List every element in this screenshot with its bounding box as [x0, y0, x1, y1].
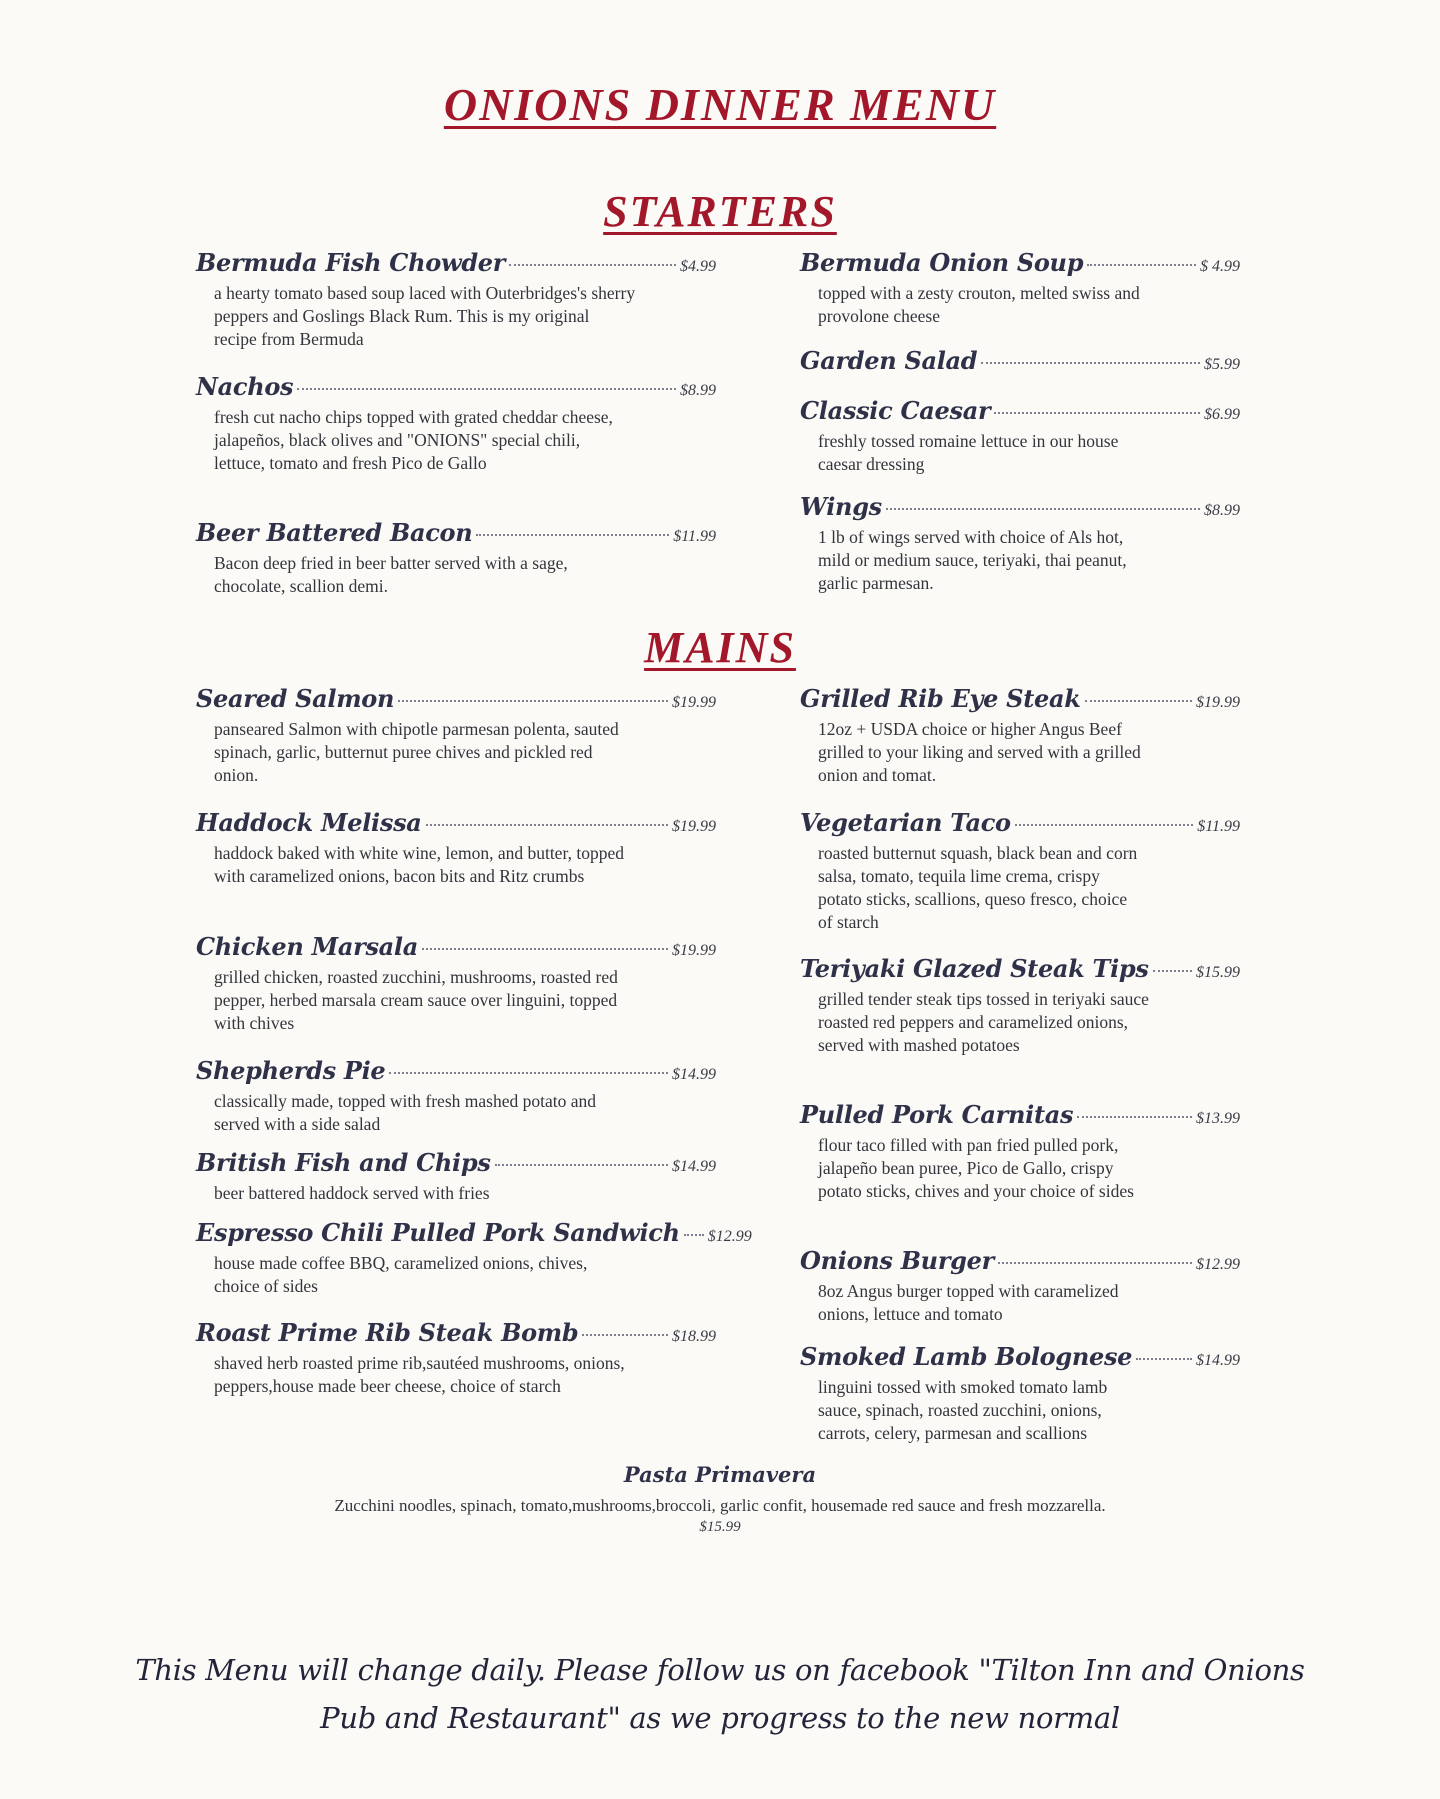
item-description: fresh cut nacho chips topped with grated cheddar cheese, jalapeños, black olives and "ONIONS" special chili, lettuce, tomato and fresh Pico de Gallo — [214, 407, 613, 473]
menu-item — [196, 372, 716, 475]
item-name: Garden Salad — [800, 346, 978, 375]
leader-dots — [509, 264, 676, 266]
menu-title: ONIONS DINNER MENU — [443, 79, 997, 130]
leader-dots — [398, 700, 668, 702]
item-price: $5.99 — [1204, 356, 1240, 373]
leader-dots — [297, 388, 676, 390]
item-description: shaved herb roasted prime rib,sautéed mushrooms, onions, peppers,house made beer cheese, choice of starch — [214, 1353, 625, 1396]
item-price: $8.99 — [680, 382, 716, 399]
leader-dots — [994, 412, 1200, 414]
item-description: 1 lb of wings served with choice of Als hot, mild or medium sauce, teriyaki, thai peanut, garlic parmesan. — [818, 527, 1127, 593]
menu-item — [196, 1056, 716, 1136]
leader-dots — [426, 824, 668, 826]
pasta-price: $15.99 — [699, 1519, 741, 1535]
item-price: $14.99 — [1196, 1352, 1240, 1369]
leader-dots — [1087, 264, 1196, 266]
item-price: $14.99 — [672, 1066, 716, 1083]
leader-dots — [1085, 700, 1192, 702]
leader-dots — [886, 508, 1200, 510]
item-name: Grilled Rib Eye Steak — [800, 684, 1081, 713]
menu-item — [800, 346, 1240, 375]
item-description: 8oz Angus burger topped with caramelized onions, lettuce and tomato — [818, 1281, 1119, 1324]
item-description: panseared Salmon with chipotle parmesan polenta, sauted spinach, garlic, butternut puree chives and pickled red onion. — [214, 719, 619, 785]
menu-item — [196, 808, 716, 888]
leader-dots — [1077, 1116, 1192, 1118]
item-price: $14.99 — [672, 1158, 716, 1175]
item-price: $19.99 — [672, 942, 716, 959]
item-price: $11.99 — [673, 528, 716, 545]
menu-item — [196, 1218, 752, 1298]
menu-item — [800, 684, 1240, 787]
menu-item — [196, 932, 716, 1035]
menu-item — [800, 492, 1240, 595]
menu-item — [800, 1100, 1240, 1203]
menu-item — [800, 1246, 1240, 1326]
menu-item — [196, 1318, 716, 1398]
item-name: Shepherds Pie — [196, 1056, 386, 1085]
starters-heading: STARTERS — [603, 187, 837, 236]
item-price: $13.99 — [1196, 1110, 1240, 1127]
item-name: Vegetarian Taco — [800, 808, 1011, 837]
item-name: Pulled Pork Carnitas — [800, 1100, 1074, 1129]
menu-item — [800, 1342, 1240, 1445]
leader-dots — [981, 362, 1200, 364]
leader-dots — [582, 1334, 668, 1336]
item-description: Bacon deep fried in beer batter served with a sage, chocolate, scallion demi. — [214, 553, 568, 596]
menu-item — [196, 1148, 716, 1205]
leader-dots — [1153, 970, 1192, 972]
item-price: $12.99 — [707, 1228, 752, 1245]
menu-item — [196, 248, 716, 351]
item-price: $12.99 — [1196, 1256, 1240, 1273]
pasta-description: Zucchini noodles, spinach, tomato,mushrooms,broccoli, garlic confit, housemade red sauce and fresh mozzarella. — [334, 1496, 1106, 1515]
item-description: haddock baked with white wine, lemon, and butter, topped with caramelized onions, bacon bits and Ritz crumbs — [214, 843, 624, 886]
leader-dots — [476, 534, 669, 536]
item-name: Roast Prime Rib Steak Bomb — [196, 1318, 579, 1347]
menu-item — [800, 954, 1240, 1057]
item-price: $15.99 — [1196, 964, 1240, 981]
item-name: Espresso Chili Pulled Pork Sandwich — [196, 1218, 680, 1247]
item-name: Haddock Melissa — [196, 808, 422, 837]
item-description: beer battered haddock served with fries — [214, 1183, 490, 1203]
item-price: $11.99 — [1197, 818, 1240, 835]
item-price: $ 4.99 — [1200, 258, 1240, 275]
item-description: a hearty tomato based soup laced with Outerbridges's sherry peppers and Goslings Black Rum. This is my original recipe from Bermuda — [214, 283, 636, 349]
leader-dots — [389, 1072, 668, 1074]
leader-dots — [684, 1234, 704, 1236]
item-name: Beer Battered Bacon — [196, 518, 473, 547]
item-price: $19.99 — [672, 818, 716, 835]
item-name: Bermuda Onion Soup — [800, 248, 1084, 277]
item-price: $8.99 — [1204, 502, 1240, 519]
item-name: Wings — [800, 492, 882, 521]
item-description: linguini tossed with smoked tomato lamb sauce, spinach, roasted zucchini, onions, carrots, celery, parmesan and scallions — [818, 1377, 1108, 1443]
item-name: Onions Burger — [800, 1246, 994, 1275]
item-description: roasted butternut squash, black bean and corn salsa, tomato, tequila lime crema, crispy potato sticks, scallions, queso fresco, choice of starch — [818, 843, 1138, 932]
menu-item — [800, 248, 1240, 328]
item-name: Chicken Marsala — [196, 932, 418, 961]
menu-item — [196, 684, 716, 787]
item-name: British Fish and Chips — [196, 1148, 491, 1177]
item-name: Teriyaki Glazed Steak Tips — [800, 954, 1149, 983]
item-description: topped with a zesty crouton, melted swiss and provolone cheese — [818, 283, 1140, 326]
item-name: Bermuda Fish Chowder — [196, 248, 506, 277]
item-price: $6.99 — [1204, 406, 1240, 423]
item-description: house made coffee BBQ, caramelized onions, chives, choice of sides — [214, 1253, 588, 1296]
leader-dots — [422, 948, 668, 950]
item-name: Nachos — [196, 372, 294, 401]
item-description: classically made, topped with fresh mashed potato and served with a side salad — [214, 1091, 596, 1134]
item-price: $19.99 — [672, 694, 716, 711]
item-price: $19.99 — [1196, 694, 1240, 711]
leader-dots — [1015, 824, 1193, 826]
item-description: flour taco filled with pan fried pulled pork, jalapeño bean puree, Pico de Gallo, crispy potato sticks, chives and your choice of sides — [818, 1135, 1134, 1201]
leader-dots — [495, 1164, 668, 1166]
item-name: Seared Salmon — [196, 684, 395, 713]
pasta-name: Pasta Primavera — [623, 1462, 817, 1487]
item-name: Classic Caesar — [800, 396, 991, 425]
item-description: 12oz + USDA choice or higher Angus Beef grilled to your liking and served with a grilled onion and tomat. — [818, 719, 1141, 785]
item-description: grilled tender steak tips tossed in teriyaki sauce roasted red peppers and caramelized onions, served with mashed potatoes — [818, 989, 1149, 1055]
menu-item — [196, 518, 716, 598]
item-price: $4.99 — [680, 258, 716, 275]
leader-dots — [1136, 1358, 1192, 1360]
menu-item — [800, 808, 1240, 934]
footer-note — [0, 1646, 1440, 1742]
footer-line-2: Pub and Restaurant" as we progress to the new normal — [320, 1701, 1120, 1735]
pasta-special — [0, 1462, 1440, 1536]
leader-dots — [998, 1262, 1192, 1264]
footer-line-1: This Menu will change daily. Please follow us on facebook "Tilton Inn and Onions — [135, 1653, 1305, 1687]
item-price: $18.99 — [672, 1328, 716, 1345]
item-description: freshly tossed romaine lettuce in our house caesar dressing — [818, 431, 1119, 474]
item-name: Smoked Lamb Bolognese — [800, 1342, 1133, 1371]
item-description: grilled chicken, roasted zucchini, mushrooms, roasted red pepper, herbed marsala cream sauce over linguini, topped with chives — [214, 967, 618, 1033]
mains-heading: MAINS — [644, 623, 796, 672]
menu-item — [800, 396, 1240, 476]
